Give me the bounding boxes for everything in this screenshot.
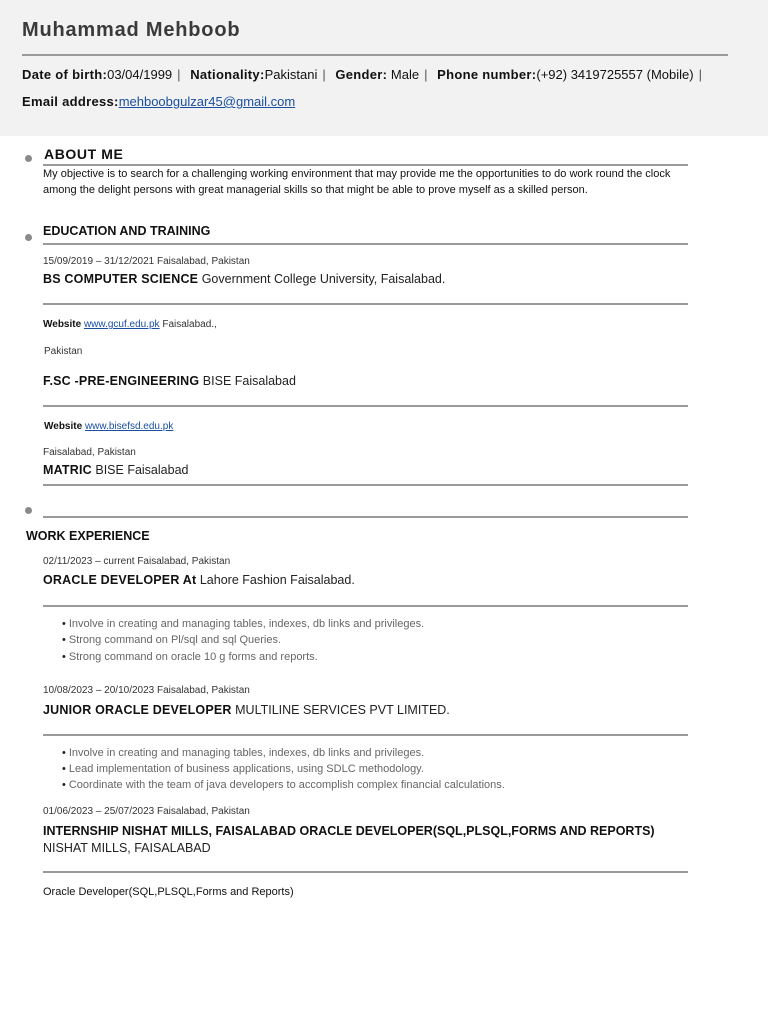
section-bullet-icon xyxy=(25,234,32,241)
company-name: Lahore Fashion Faisalabad. xyxy=(199,573,355,587)
degree-name: MATRIC xyxy=(43,463,92,477)
list-item xyxy=(62,747,424,759)
work-dates: 02/11/2023 – current Faisalabad, Pakistan xyxy=(43,556,231,567)
work-title xyxy=(43,823,683,857)
list-item xyxy=(62,651,318,663)
entry-divider xyxy=(43,484,688,486)
bullet-icon: • xyxy=(62,651,66,663)
email-link[interactable]: mehboobgulzar45@gmail.com xyxy=(118,94,296,109)
institution-name: BISE Faisalabad xyxy=(95,463,189,477)
entry-divider xyxy=(43,303,688,305)
about-text: My objective is to search for a challenging working environment that may provide me the opportunities to do work round the clock among the delight persons with great managerial skills so that might be able to prove myself as a skilled person. xyxy=(43,168,671,196)
bullet-icon: • xyxy=(62,763,66,775)
nationality-value: Pakistani xyxy=(264,67,318,82)
institution-name: BISE Faisalabad xyxy=(202,374,296,388)
website-row xyxy=(44,421,173,432)
section-bullet-icon xyxy=(25,155,32,162)
separator: | xyxy=(698,67,702,82)
website-row xyxy=(43,319,217,330)
email-label: Email address: xyxy=(22,94,119,109)
bullet-icon: • xyxy=(62,779,66,791)
section-bullet-icon xyxy=(25,507,32,514)
work-heading: WORK EXPERIENCE xyxy=(26,529,150,543)
list-item xyxy=(62,618,424,630)
separator: | xyxy=(322,67,326,82)
separator: | xyxy=(177,67,181,82)
education-heading: EDUCATION AND TRAINING xyxy=(43,224,211,238)
phone-value: (+92) 3419725557 (Mobile) xyxy=(536,67,694,82)
entry-divider xyxy=(43,605,688,607)
section-divider xyxy=(43,243,688,245)
dob-value: 03/04/1999 xyxy=(107,67,173,82)
work-dates: 01/06/2023 – 25/07/2023 Faisalabad, Pakistan xyxy=(43,806,250,817)
company-name: NISHAT MILLS, FAISALABAD xyxy=(43,841,211,855)
work-title xyxy=(43,703,450,717)
list-item-text: Strong command on oracle 10 g forms and reports. xyxy=(68,651,318,663)
bullet-icon: • xyxy=(62,747,66,759)
degree-name: BS COMPUTER SCIENCE xyxy=(43,272,199,286)
work-title xyxy=(43,573,355,587)
personal-info-row xyxy=(22,67,708,82)
phone-label: Phone number: xyxy=(437,67,537,82)
job-role: ORACLE DEVELOPER At xyxy=(43,573,197,587)
website-link[interactable]: www.bisefsd.edu.pk xyxy=(84,421,174,432)
job-role: JUNIOR ORACLE DEVELOPER xyxy=(43,703,232,717)
list-item-text: Involve in creating and managing tables, indexes, db links and privileges. xyxy=(68,747,425,759)
entry-divider xyxy=(43,405,688,407)
bullet-icon: • xyxy=(62,618,66,630)
gender-value: Male xyxy=(390,67,420,82)
education-title xyxy=(43,374,296,388)
list-item xyxy=(62,634,281,646)
website-label: Website xyxy=(43,319,82,330)
location-line: Pakistan xyxy=(44,346,83,357)
list-item xyxy=(62,763,424,775)
dob-label: Date of birth: xyxy=(22,67,108,82)
entry-divider xyxy=(43,734,688,736)
about-heading: ABOUT ME xyxy=(44,146,124,162)
degree-name: F.SC -PRE-ENGINEERING xyxy=(43,374,200,388)
institution-name: Government College University, Faisalabad. xyxy=(201,272,446,286)
nationality-label: Nationality: xyxy=(190,67,265,82)
list-item-text: Involve in creating and managing tables, indexes, db links and privileges. xyxy=(68,618,425,630)
bullet-icon: • xyxy=(62,634,66,646)
list-item-text: Strong command on Pl/sql and sql Queries. xyxy=(68,634,282,646)
location-line: Faisalabad, Pakistan xyxy=(43,447,136,458)
job-role: INTERNSHIP NISHAT MILLS, FAISALABAD ORACLE DEVELOPER(SQL,PLSQL,FORMS AND REPORTS) xyxy=(43,824,655,838)
candidate-name: Muhammad Mehboob xyxy=(22,19,241,41)
education-title xyxy=(43,463,188,477)
separator: | xyxy=(424,67,428,82)
list-item-text: Lead implementation of business applications, using SDLC methodology. xyxy=(68,763,424,775)
company-name: MULTILINE SERVICES PVT LIMITED. xyxy=(235,703,450,717)
list-item-text: Coordinate with the team of java developers to accomplish complex financial calculations. xyxy=(68,779,505,791)
website-link[interactable]: www.gcuf.edu.pk xyxy=(83,319,160,330)
education-dates: 15/09/2019 – 31/12/2021 Faisalabad, Pakistan xyxy=(43,256,250,267)
list-item xyxy=(62,779,505,791)
gender-label: Gender: xyxy=(335,67,388,82)
website-suffix: Faisalabad., xyxy=(162,319,217,330)
section-divider xyxy=(43,516,688,518)
work-dates: 10/08/2023 – 20/10/2023 Faisalabad, Pakistan xyxy=(43,685,250,696)
education-title xyxy=(43,272,445,286)
website-label: Website xyxy=(44,421,83,432)
work-footer: Oracle Developer(SQL,PLSQL,Forms and Reports) xyxy=(43,886,294,898)
email-row xyxy=(22,94,295,109)
header-divider xyxy=(22,54,728,56)
entry-divider xyxy=(43,871,688,873)
